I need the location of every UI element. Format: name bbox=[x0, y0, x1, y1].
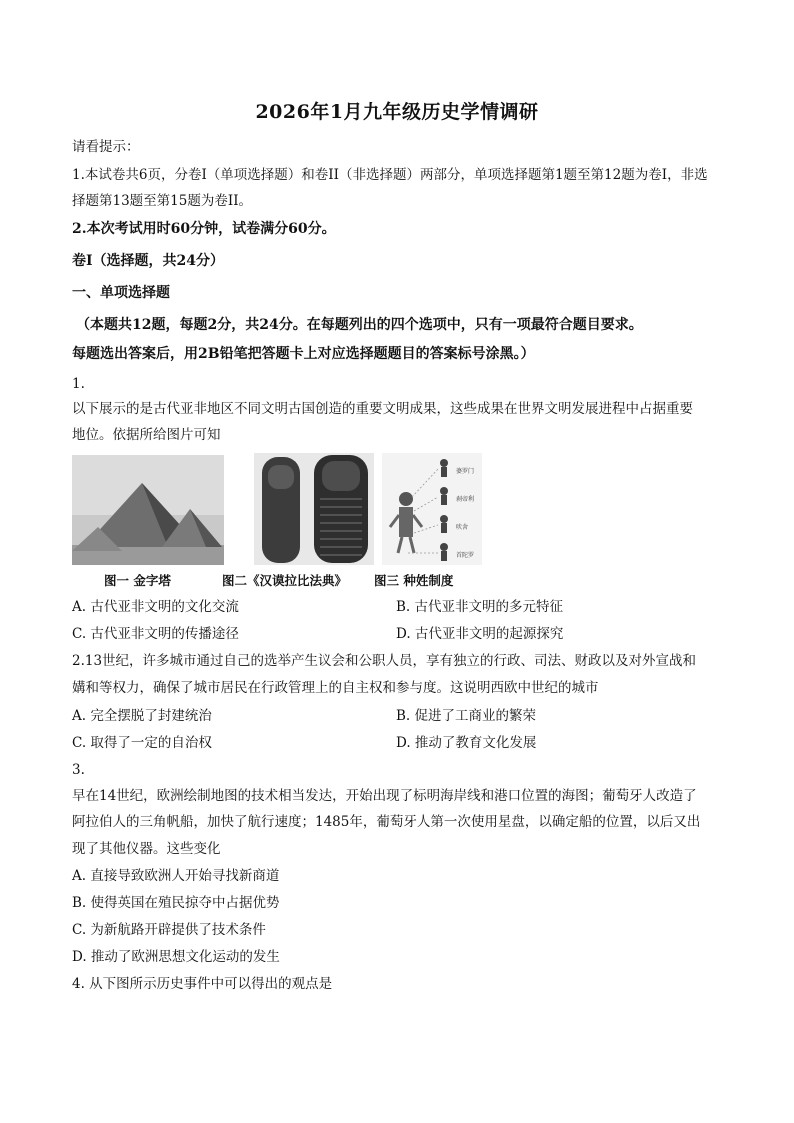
q2-option-b[interactable]: B. 促进了工商业的繁荣 bbox=[396, 708, 537, 724]
q1-option-d[interactable]: D. 古代亚非文明的起源探究 bbox=[396, 626, 564, 642]
q2-option-c[interactable]: C. 取得了一定的自治权 bbox=[72, 735, 212, 751]
q1-option-b[interactable]: B. 古代亚非文明的多元特征 bbox=[396, 599, 564, 615]
q1-stem-line-2: 地位。依据所给图片可知 bbox=[72, 427, 221, 443]
q2-option-d[interactable]: D. 推动了教育文化发展 bbox=[396, 735, 537, 751]
q3-option-c[interactable]: C. 为新航路开辟提供了技术条件 bbox=[72, 922, 266, 938]
q1-number: 1. bbox=[72, 376, 85, 392]
q2-stem-line-1: 2.13世纪，许多城市通过自己的选举产生议会和公职人员，享有独立的行政、司法、财政以及对外宣战和 bbox=[72, 653, 697, 669]
hammurabi-stele-image bbox=[254, 453, 374, 565]
caste-label-shudra: 首陀罗 bbox=[456, 552, 475, 559]
q3-option-b[interactable]: B. 使得英国在殖民掠夺中占据优势 bbox=[72, 895, 280, 911]
q4-stem: 4. 从下图所示历史事件中可以得出的观点是 bbox=[72, 976, 333, 992]
notice-item-2: 2.本次考试用时60分钟，试卷满分60分。 bbox=[72, 221, 336, 237]
q3-stem-line-3: 现了其他仪器。这些变化 bbox=[72, 841, 221, 857]
q2-option-a[interactable]: A. 完全摆脱了封建统治 bbox=[72, 708, 212, 724]
q1-figure bbox=[72, 453, 482, 589]
notice-item-1-line-1: 1.本试卷共6页，分卷I（单项选择题）和卷II（非选择题）两部分，单项选择题第1题至第12题为卷I，非选 bbox=[72, 167, 708, 183]
q3-option-a[interactable]: A. 直接导致欧洲人开始寻找新商道 bbox=[72, 868, 280, 884]
instruction-line-2: 每题选出答案后，用2B铅笔把答题卡上对应选择题题目的答案标号涂黑。） bbox=[72, 346, 535, 362]
q3-stem-line-1: 早在14世纪，欧洲绘制地图的技术相当发达，开始出现了标明海岸线和港口位置的海图；葡萄牙人改造了 bbox=[72, 788, 697, 804]
q3-option-d[interactable]: D. 推动了欧洲思想文化运动的发生 bbox=[72, 949, 280, 965]
volume-heading: 卷I（选择题，共24分） bbox=[72, 253, 225, 269]
caption-pyramid: 图一 金字塔 bbox=[104, 573, 171, 588]
q1-option-c[interactable]: C. 古代亚非文明的传播途径 bbox=[72, 626, 239, 642]
q2-stem-line-2: 媾和等权力，确保了城市居民在行政管理上的自主权和参与度。这说明西欧中世纪的城市 bbox=[72, 680, 599, 696]
q1-option-a[interactable]: A. 古代亚非文明的文化交流 bbox=[72, 599, 239, 615]
q1-figure-images bbox=[72, 453, 482, 571]
caption-caste: 图三 种姓制度 bbox=[374, 573, 454, 588]
q1-stem-line-1: 以下展示的是古代亚非地区不同文明古国创造的重要文明成果，这些成果在世界文明发展进程中占据重要 bbox=[72, 401, 693, 417]
part-heading: 一、单项选择题 bbox=[72, 285, 170, 301]
q3-number: 3. bbox=[72, 762, 85, 778]
notice-heading: 请看提示： bbox=[72, 139, 140, 155]
caste-system-image bbox=[382, 453, 482, 565]
exam-title: 2026年1月九年级历史学情调研 bbox=[255, 101, 539, 123]
instruction-line-1: （本题共12题，每题2分，共24分。在每题列出的四个选项中，只有一项最符合题目要求。 bbox=[76, 317, 643, 333]
caste-label-kshatriya: 刹帝利 bbox=[456, 496, 475, 503]
caption-hammurabi: 图二《汉谟拉比法典》 bbox=[222, 573, 348, 588]
q3-stem-line-2: 阿拉伯人的三角帆船，加快了航行速度；1485年，葡萄牙人第一次使用星盘，以确定船的位置，以后又出 bbox=[72, 814, 701, 830]
caste-label-brahmin: 婆罗门 bbox=[456, 468, 475, 475]
pyramid-image bbox=[72, 455, 224, 565]
caste-label-vaishya: 吠舍 bbox=[456, 524, 469, 531]
notice-item-1-line-2: 择题第13题至第15题为卷II。 bbox=[72, 193, 253, 209]
